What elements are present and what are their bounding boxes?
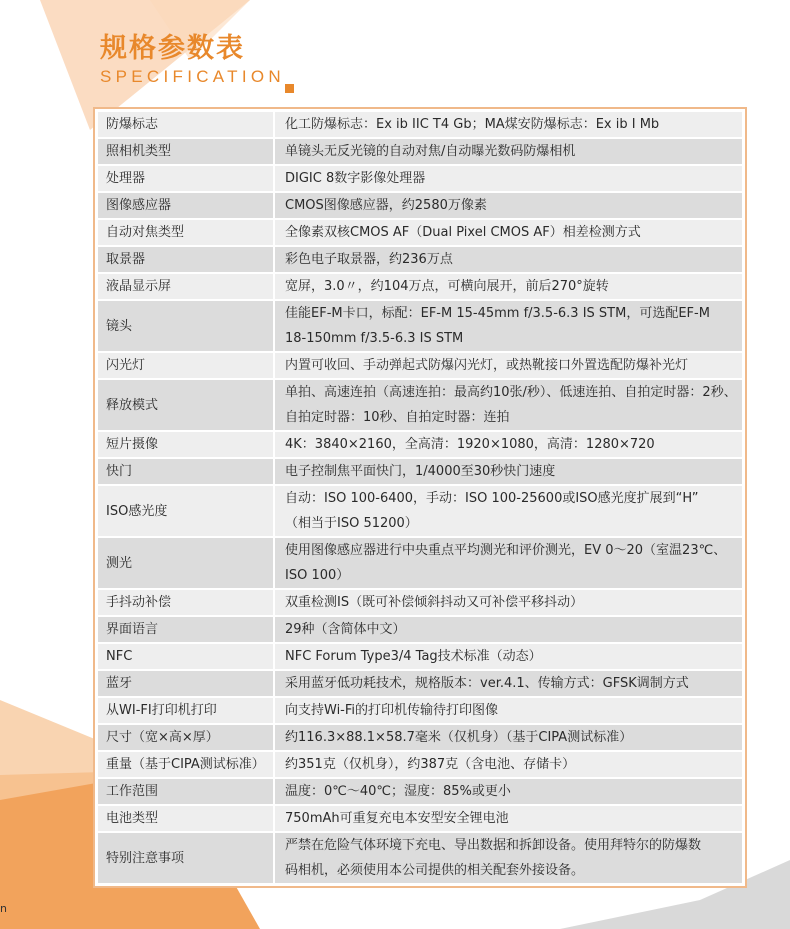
table-row	[98, 112, 742, 139]
spec-label: 工作范围	[98, 779, 275, 804]
spec-label: 测光	[98, 538, 275, 588]
table-row	[98, 220, 742, 247]
table-row	[98, 193, 742, 220]
spec-label: 从WI-FI打印机打印	[98, 698, 275, 723]
table-row	[98, 274, 742, 301]
spec-label: 释放模式	[98, 380, 275, 430]
spec-label: 液晶显示屏	[98, 274, 275, 299]
table-row	[98, 644, 742, 671]
spec-value: NFC Forum Type3/4 Tag技术标准（动态）	[285, 649, 542, 664]
spec-label: 防爆标志	[98, 112, 275, 137]
spec-label: 蓝牙	[98, 671, 275, 696]
spec-value: 单镜头无反光镜的自动对焦/自动曝光数码防爆相机	[285, 144, 576, 159]
spec-label: 尺寸（宽×高×厚）	[98, 725, 275, 750]
title-accent-square	[285, 84, 294, 93]
table-row	[98, 725, 742, 752]
spec-label: 取景器	[98, 247, 275, 272]
title-block	[100, 33, 285, 87]
spec-value: 双重检测IS（既可补偿倾斜抖动又可补偿平移抖动）	[285, 595, 584, 610]
table-row	[98, 538, 742, 590]
page-title: 规格参数表	[100, 33, 245, 64]
spec-label: 闪光灯	[98, 353, 275, 378]
spec-value: 采用蓝牙低功耗技术，规格版本：ver.4.1、传输方式：GFSK调制方式	[285, 676, 689, 691]
table-row	[98, 617, 742, 644]
table-row	[98, 247, 742, 274]
spec-value: 温度：0℃～40℃；湿度：85%或更小	[285, 784, 511, 799]
spec-label: ISO感光度	[98, 486, 275, 536]
spec-table	[93, 107, 747, 888]
spec-value: 使用图像感应器进行中央重点平均测光和评价测光，EV 0～20（室温23℃、 ISO 100）	[285, 543, 727, 583]
spec-value: 内置可收回、手动弹起式防爆闪光灯，或热靴接口外置选配防爆补光灯	[285, 358, 689, 373]
table-row	[98, 459, 742, 486]
edge-text: n	[0, 902, 7, 915]
spec-label: 处理器	[98, 166, 275, 191]
spec-value: 约116.3×88.1×58.7毫米（仅机身）（基于CIPA测试标准）	[285, 730, 633, 745]
spec-value: 单拍、高速连拍（高速连拍：最高约10张/秒）、低速连拍、自拍定时器：2秒、 自拍定时器：10秒、自拍定时器：连拍	[285, 385, 737, 425]
table-row	[98, 833, 742, 883]
spec-label: NFC	[98, 644, 275, 669]
spec-value: 电子控制焦平面快门，1/4000至30秒快门速度	[285, 464, 556, 479]
spec-value: 化工防爆标志：Ex ib IIC T4 Gb；MA煤安防爆标志：Ex ib I Mb	[285, 117, 660, 132]
table-row	[98, 380, 742, 432]
table-row	[98, 353, 742, 380]
page-subtitle: SPECIFICATION	[100, 67, 285, 86]
table-row	[98, 166, 742, 193]
table-row	[98, 671, 742, 698]
spec-value: 向支持Wi-Fi的打印机传输待打印图像	[285, 703, 499, 718]
table-row	[98, 139, 742, 166]
table-row	[98, 779, 742, 806]
spec-value: 约351克（仅机身），约387克（含电池、存储卡）	[285, 757, 576, 772]
spec-value: 宽屏，3.0〃，约104万点，可横向展开，前后270°旋转	[285, 279, 609, 294]
spec-label: 电池类型	[98, 806, 275, 831]
spec-label: 重量（基于CIPA测试标准）	[98, 752, 275, 777]
spec-value: DIGIC 8数字影像处理器	[285, 171, 426, 186]
table-row	[98, 486, 742, 538]
spec-value: 彩色电子取景器，约236万点	[285, 252, 453, 267]
table-row	[98, 752, 742, 779]
spec-label: 特别注意事项	[98, 833, 275, 883]
table-row	[98, 590, 742, 617]
spec-value: 全像素双核CMOS AF（Dual Pixel CMOS AF）相差检测方式	[285, 225, 641, 240]
spec-label: 界面语言	[98, 617, 275, 642]
table-row	[98, 806, 742, 833]
spec-label: 快门	[98, 459, 275, 484]
spec-value: 佳能EF-M卡口，标配：EF-M 15-45mm f/3.5-6.3 IS STM，可选配EF-M 18-150mm f/3.5-6.3 IS STM	[285, 306, 710, 346]
spec-value: CMOS图像感应器，约2580万像素	[285, 198, 487, 213]
table-row	[98, 698, 742, 725]
table-row	[98, 301, 742, 353]
spec-value: 严禁在危险气体环境下充电、导出数据和拆卸设备。使用拜特尔的防爆数 码相机，必须使用本公司提供的相关配套外接设备。	[285, 838, 702, 878]
spec-label: 自动对焦类型	[98, 220, 275, 245]
spec-label: 照相机类型	[98, 139, 275, 164]
spec-label: 手抖动补偿	[98, 590, 275, 615]
spec-value: 自动：ISO 100-6400，手动：ISO 100-25600或ISO感光度扩展到“H” （相当于ISO 51200）	[285, 491, 699, 531]
spec-value: 750mAh可重复充电本安型安全锂电池	[285, 811, 509, 826]
spec-label: 图像感应器	[98, 193, 275, 218]
spec-label: 短片摄像	[98, 432, 275, 457]
spec-value: 4K：3840×2160，全高清：1920×1080，高清：1280×720	[285, 437, 655, 452]
spec-value: 29种（含简体中文）	[285, 622, 406, 637]
table-row	[98, 432, 742, 459]
spec-label: 镜头	[98, 301, 275, 351]
